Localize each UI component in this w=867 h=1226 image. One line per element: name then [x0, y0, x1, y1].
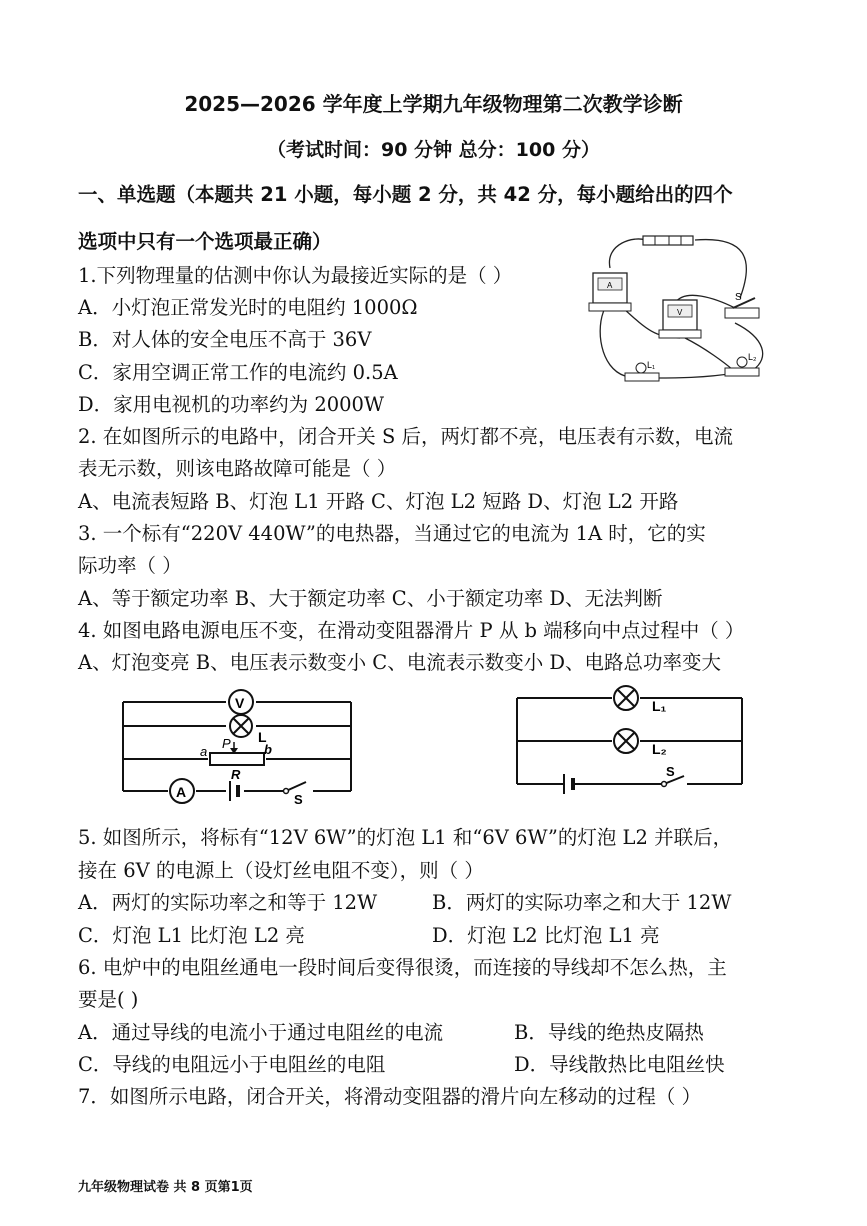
- voltmeter-icon: [659, 300, 701, 338]
- question-4-stem: 4. 如图电路电源电压不变，在滑动变阻器滑片 P 从 b 端移向中点过程中（ ）: [78, 619, 745, 642]
- battery-icon: [643, 236, 693, 245]
- voltmeter-symbol: [229, 690, 253, 714]
- top-switch-letter: S: [735, 292, 742, 303]
- battery-symbol: [230, 781, 238, 801]
- question-2-stem: 2. 在如图所示的电路中，闭合开关 S 后，两灯都不亮，电压表有示数，电流: [78, 425, 734, 448]
- question-6-option-b: B．导线的绝热皮隔热: [514, 1021, 704, 1044]
- f4-end-b-label: b: [264, 742, 272, 757]
- question-5-option-b: B．两灯的实际功率之和大于 12W: [432, 891, 732, 914]
- question-6-option-c: C．导线的电阻远小于电阻丝的电阻: [78, 1053, 386, 1076]
- page-footer: 九年级物理试卷 共 8 页第1页: [78, 1180, 253, 1195]
- top-l2-label: L₂: [748, 352, 757, 362]
- question-1-option-a: A．小灯泡正常发光时的电阻约 1000Ω: [78, 296, 418, 319]
- question-2-circuit-figure: [585, 228, 785, 398]
- page-title: 2025—2026 学年度上学期九年级物理第二次教学诊断: [184, 92, 683, 116]
- f4-lamp-label: L: [258, 729, 267, 745]
- lamp-l1-icon: [625, 360, 659, 381]
- question-6-stem-cont: 要是( ): [78, 988, 139, 1011]
- battery-symbol: [564, 774, 573, 794]
- question-2-options: A、电流表短路 B、灯泡 L1 开路 C、灯泡 L2 短路 D、灯泡 L2 开路: [78, 490, 679, 513]
- question-1-option-c: C．家用空调正常工作的电流约 0.5A: [78, 361, 398, 384]
- question-5-option-a: A．两灯的实际功率之和等于 12W: [78, 891, 378, 914]
- ammeter-symbol: [170, 779, 194, 803]
- section-heading: 一、单选题（本题共 21 小题，每小题 2 分，共 42 分，每小题给出的四个: [78, 183, 733, 206]
- lamp-l2-symbol: [614, 729, 667, 757]
- top-l1-label: L₁: [647, 360, 656, 370]
- top-voltmeter-letter: V: [677, 308, 683, 317]
- question-4-circuit-diagram: [118, 684, 358, 804]
- f5-l1-label: L₁: [652, 698, 667, 714]
- question-4-options: A、灯泡变亮 B、电压表示数变小 C、电流表示数变小 D、电路总功率变大: [78, 651, 722, 674]
- question-3-stem-cont: 际功率（ ）: [78, 554, 182, 577]
- question-1-option-b: B．对人体的安全电压不高于 36V: [78, 328, 372, 351]
- f5-l2-label: L₂: [652, 741, 667, 757]
- question-2-stem-cont: 表无示数，则该电路故障可能是（ ）: [78, 457, 397, 480]
- f4-ammeter-letter: A: [176, 784, 187, 800]
- top-ammeter-letter: A: [607, 281, 613, 290]
- question-1-stem: 1.下列物理量的估测中你认为最接近实际的是（ ）: [78, 264, 513, 287]
- f4-switch-label: S: [294, 792, 303, 804]
- f5-switch-label: S: [666, 764, 675, 779]
- question-3-stem: 3. 一个标有“220V 440W”的电热器，当通过它的电流为 1A 时，它的实: [78, 522, 706, 545]
- f4-slider-label: P: [222, 736, 231, 751]
- question-6-stem: 6. 电炉中的电阻丝通电一段时间后变得很烫，而连接的导线却不怎么热，主: [78, 956, 727, 979]
- f4-resistor-label: R: [231, 767, 241, 782]
- question-7-stem: 7．如图所示电路，闭合开关，将滑动变阻器的滑片向左移动的过程（ ）: [78, 1085, 702, 1108]
- question-3-options: A、等于额定功率 B、大于额定功率 C、小于额定功率 D、无法判断: [78, 587, 663, 610]
- question-6-option-a: A．通过导线的电流小于通过电阻丝的电流: [78, 1021, 444, 1044]
- question-5-option-c: C．灯泡 L1 比灯泡 L2 亮: [78, 924, 305, 947]
- lamp-symbol: [230, 715, 267, 745]
- question-6-option-d: D．导线散热比电阻丝快: [514, 1053, 725, 1076]
- lamp-l2-icon: [725, 352, 759, 376]
- ammeter-icon: [589, 273, 631, 311]
- f4-voltmeter-letter: V: [235, 695, 245, 711]
- section-heading-cont: 选项中只有一个选项最正确）: [78, 230, 332, 253]
- question-5-stem-cont: 接在 6V 的电源上（设灯丝电阻不变），则（ ）: [78, 859, 484, 882]
- question-5-option-d: D．灯泡 L2 比灯泡 L1 亮: [432, 924, 660, 947]
- lamp-l1-symbol: [614, 686, 667, 714]
- question-5-stem: 5. 如图所示，将标有“12V 6W”的灯泡 L1 和“6V 6W”的灯泡 L2 并联后，: [78, 826, 733, 849]
- exam-info: （考试时间：90 分钟 总分：100 分）: [267, 139, 600, 161]
- question-5-circuit-diagram: [512, 684, 752, 796]
- question-1-option-d: D．家用电视机的功率约为 2000W: [78, 393, 385, 416]
- f4-end-a-label: a: [200, 744, 208, 759]
